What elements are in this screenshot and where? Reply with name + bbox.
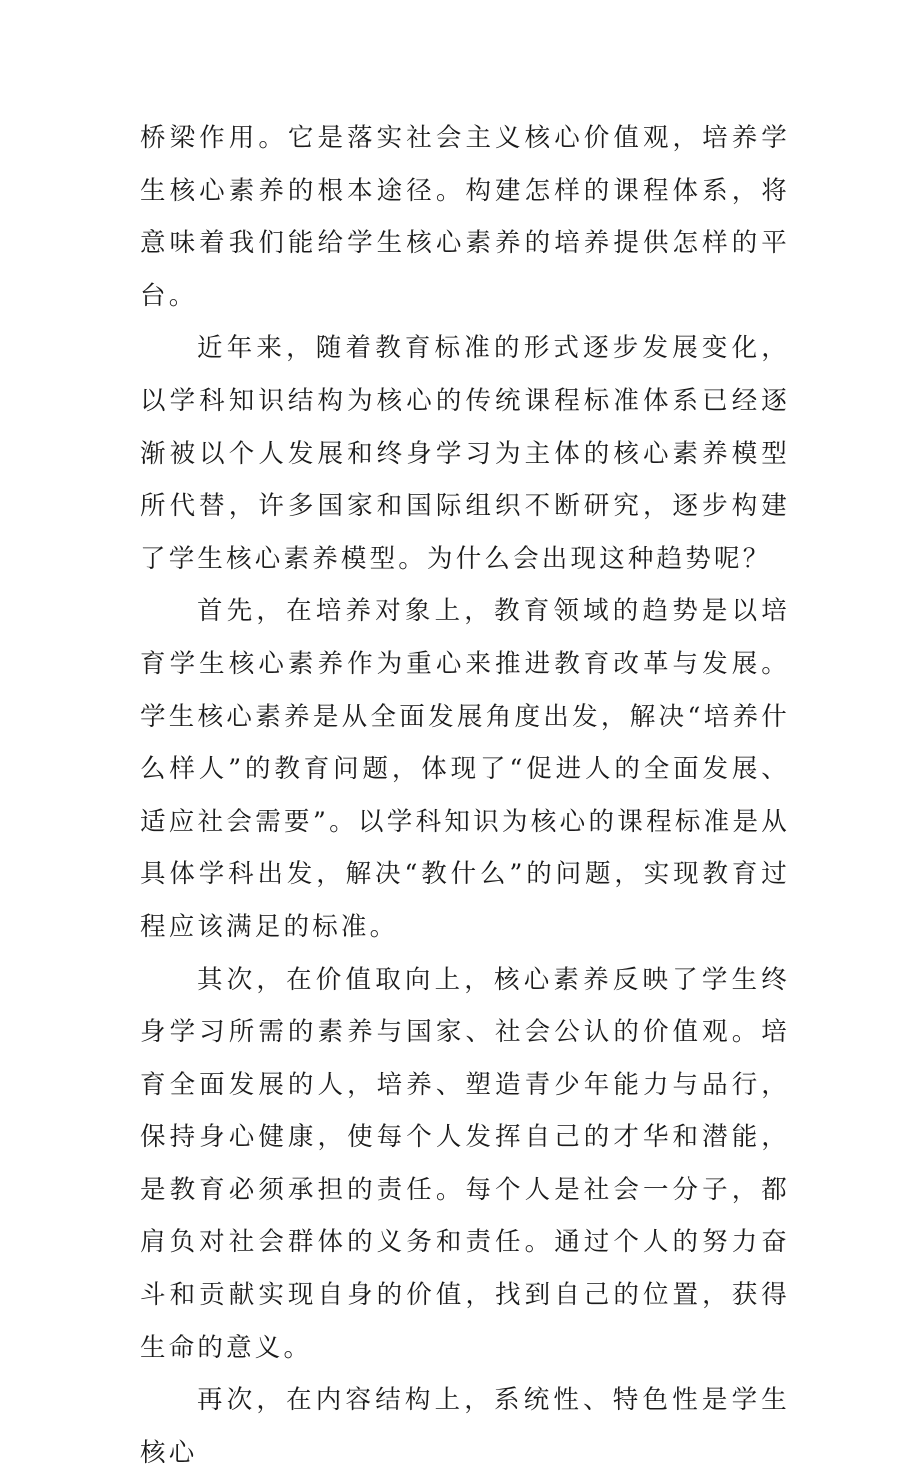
paragraph-continuation: 桥梁作用。它是落实社会主义核心价值观，培养学生核心素养的根本途径。构建怎样的课程体系，将意味着我们能给学生核心素养的培养提供怎样的平台。 (140, 123, 790, 311)
document-body (140, 112, 790, 1479)
paragraph-third-reason: 再次，在内容结构上，系统性、特色性是学生核心 (140, 1385, 790, 1468)
paragraph-first-reason: 首先，在培养对象上，教育领域的趋势是以培育学生核心素养作为重心来推进教育改革与发展。学生核心素养是从全面发展角度出发，解决“培养什么样人”的教育问题，体现了“促进人的全面发展、适应社会需要”。以学科知识为核心的课程标准是从具体学科出发，解决“教什么”的问题，实现教育过程应该满足的标准。 (140, 596, 790, 942)
paragraph-trend: 近年来，随着教育标准的形式逐步发展变化，以学科知识结构为核心的传统课程标准体系已经逐渐被以个人发展和终身学习为主体的核心素养模型所代替，许多国家和国际组织不断研究，逐步构建了学生核心素养模型。为什么会出现这种趋势呢？ (140, 333, 790, 574)
paragraph-second-reason: 其次，在价值取向上，核心素养反映了学生终身学习所需的素养与国家、社会公认的价值观。培育全面发展的人，培养、塑造青少年能力与品行，保持身心健康，使每个人发挥自己的才华和潜能，是教育必须承担的责任。每个人是社会一分子，都肩负对社会群体的义务和责任。通过个人的努力奋斗和贡献实现自身的价值，找到自己的位置，获得生命的意义。 (140, 964, 790, 1363)
